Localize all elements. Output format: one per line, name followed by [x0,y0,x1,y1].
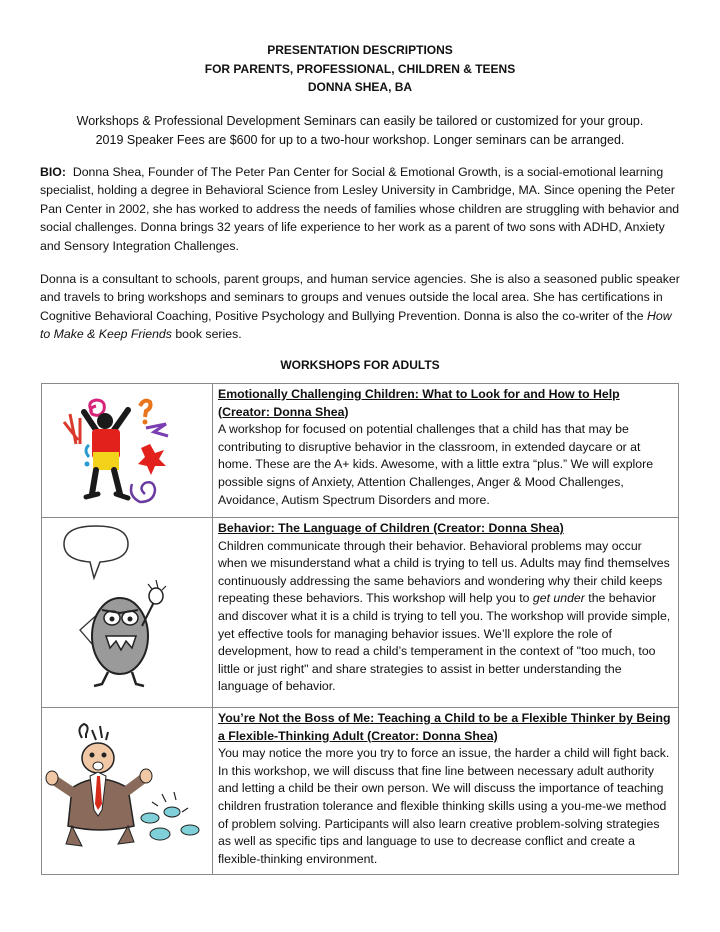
workshop-title: Emotionally Challenging Children: What to Look for and How to Help (Creator: Donna Shea) [218,387,620,419]
header-line-2: FOR PARENTS, PROFESSIONAL, CHILDREN & TEENS [204,61,516,76]
about-text-before: Donna is a consultant to schools, parent groups, and human service agencies. She is also a seasoned public speaker and travels to bring workshops and seminars to groups and venues outside the local area. She has certifications in Cognitive Behavioral Coaching, Positive Psychology and Bullying Prevention. Donna is also the co-writer of the [40,272,680,323]
workshop-image-cell [42,708,213,875]
bio-label: BIO: [40,165,66,179]
workshop-description-emphasis: get under [532,591,585,606]
workshop-description-part: the behavior and discover what it is a child is trying to tell you. The workshop will provide simple, yet effective tools for managing behavior issues. We’ll explore the role of development, how to read a child’s temperament in the context of "too much, too little or just right" and share strategies to assist in better understanding the language of behavior. [218,591,671,694]
stressed-man-clipart [42,708,213,871]
workshops-table [41,383,679,875]
workshop-row [42,384,679,518]
workshop-image-cell [42,384,213,518]
book-title: How to Make & Keep Friends [40,308,672,342]
workshop-title: You’re Not the Boss of Me: Teaching a Child to be a Flexible Thinker by Being a Flexible-Thinking Adult (Creator: Donna Shea) [218,711,671,743]
about-text-after: book series. [171,327,242,342]
about-paragraph [40,270,680,344]
header-line-3: DONNA SHEA, BA [307,80,413,94]
talking-egg-clipart [42,518,213,708]
section-title: WORKSHOPS FOR ADULTS [280,358,440,372]
bio-paragraph [40,163,680,255]
workshop-row [42,708,679,875]
intro-block [40,112,680,149]
document-header [0,41,720,97]
workshop-text-cell [213,518,679,708]
workshop-image-cell [42,518,213,708]
workshop-description: A workshop for focused on potential challenges that a child has that may be contributing to disruptive behavior in the classroom, in extended daycare or at home. These are the A+ kids. Awesome, with a little extra “plus.” We will explore possible signs of Anxiety, Attention Challenges, Anger & Mood Challenges, Avoidance, Autism Spectrum Disorders and more. [218,422,654,507]
workshop-text-cell [213,708,679,875]
workshop-title: Behavior: The Language of Children (Creator: Donna Shea) [218,521,564,535]
workshop-description [218,539,670,694]
workshop-row [42,518,679,708]
intro-line-2: 2019 Speaker Fees are $600 for up to a two-hour workshop. Longer seminars can be arranged. [95,132,625,147]
workshop-description: You may notice the more you try to force an issue, the harder a child will fight back. In this workshop, we will discuss that fine line between necessary adult authority and letting a child be their own person. We will discuss the importance of teaching children frustration tolerance and flexible thinking skills using a you-me-we method of problem solving. Participants will also learn creative problem-solving strategies as well as specific tips and language to use to decrease conflict and create a flexible-thinking environment. [218,746,670,866]
emotional-child-clipart [42,384,213,518]
header-line-1: PRESENTATION DESCRIPTIONS [267,43,453,57]
workshop-description-part: Children communicate through their behavior. Behavioral problems may occur when we misunderstand what a child is trying to tell us. Adults may find themselves continuously addressing the same behaviors and wondering why their child keeps repeating these behaviors. This workshop will help you to [218,538,670,606]
bio-text: Donna Shea, Founder of The Peter Pan Center for Social & Emotional Growth, is a social-emotional learning specialist, holding a degree in Behavioral Science from Lesley University in Cambridge, MA. Since opening the Peter Pan Center in 2002, she has worked to address the needs of families whose children are struggling with behavior and social challenges. Donna brings 32 years of life experience to her work as a parent of two sons with ADHD, Anxiety and Sensory Integration Challenges. [40,165,680,253]
workshop-text-cell [213,384,679,518]
intro-line-1: Workshops & Professional Development Seminars can easily be tailored or customized for your group. [76,114,644,128]
